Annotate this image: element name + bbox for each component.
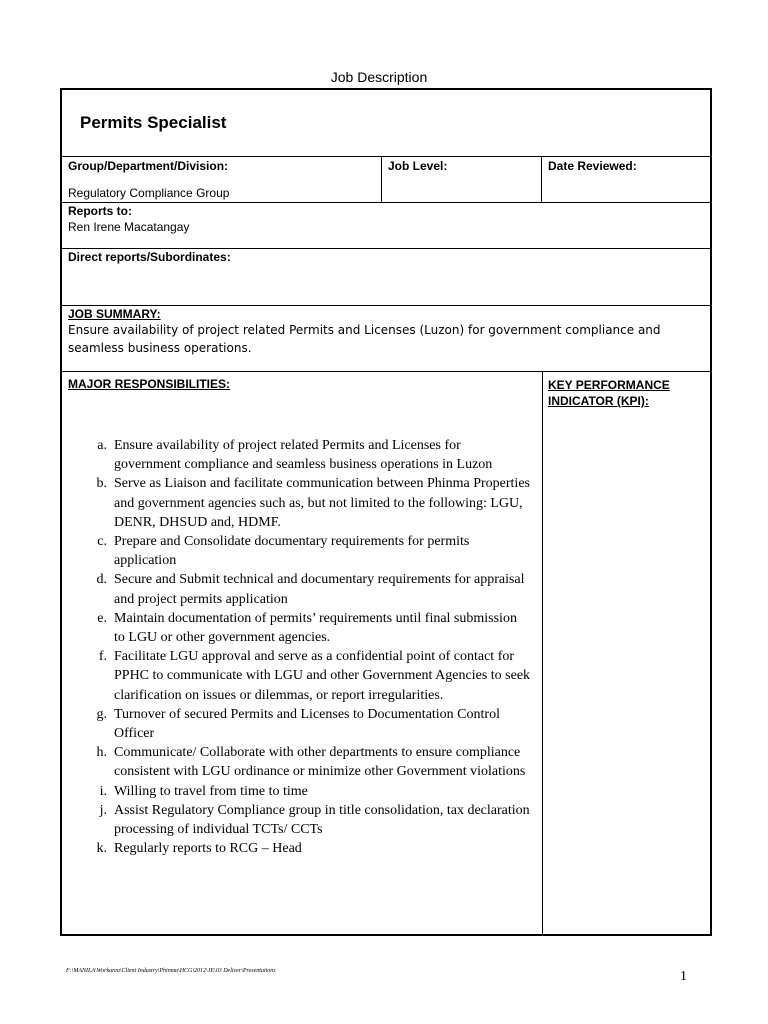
major-responsibilities-label: MAJOR RESPONSIBILITIES: bbox=[68, 377, 231, 391]
responsibility-item bbox=[87, 801, 531, 839]
responsibility-text: Willing to travel from time to time bbox=[114, 783, 308, 799]
reports-to-label: Reports to: bbox=[68, 204, 132, 218]
responsibility-item bbox=[87, 609, 531, 647]
job-level-label: Job Level: bbox=[388, 159, 448, 173]
footer-file-path: F:\MANILA\Workarea\Client Industry\Phinma\HCG\2012\JE\03 Deliver\Presentations bbox=[66, 968, 276, 974]
responsibility-text: Assist Regulatory Compliance group in title consolidation, tax declaration processing of individual TCTs/ CCTs bbox=[114, 802, 530, 838]
responsibility-text: Serve as Liaison and facilitate communication between Phinma Properties and government agencies such as, but not limited to the following: LGU, DENR, DHSUD and, HDMF. bbox=[114, 476, 530, 530]
direct-reports-cell bbox=[68, 250, 231, 264]
page-number: 1 bbox=[680, 969, 687, 984]
divider bbox=[542, 372, 543, 934]
reports-to-row bbox=[62, 203, 710, 249]
direct-reports-label: Direct reports/Subordinates: bbox=[68, 250, 231, 264]
list-marker: e. bbox=[97, 610, 107, 626]
list-marker: a. bbox=[97, 438, 107, 453]
list-marker: f. bbox=[98, 649, 107, 665]
reports-to-cell bbox=[68, 204, 189, 234]
document-heading: Job Description bbox=[330, 69, 428, 85]
divider bbox=[381, 157, 382, 202]
list-marker: j. bbox=[99, 802, 107, 818]
responsibilities-list bbox=[87, 436, 531, 858]
kpi-label: KEY PERFORMANCE INDICATOR (KPI): bbox=[548, 378, 670, 408]
responsibility-text: Communicate/ Collaborate with other departments to ensure compliance consistent with LGU ordinance or minimize other Government violations bbox=[114, 745, 526, 780]
responsibility-item bbox=[87, 782, 531, 801]
responsibility-item bbox=[87, 839, 531, 858]
responsibility-text: Turnover of secured Permits and Licenses to Documentation Control Officer bbox=[114, 706, 500, 742]
title-row bbox=[62, 90, 710, 157]
list-marker: h. bbox=[96, 745, 107, 761]
list-marker: b. bbox=[96, 476, 107, 492]
job-summary-text: Ensure availability of project related Permits and Licenses (Luzon) for government compliance and seamless business operations. bbox=[68, 323, 661, 355]
list-marker: c. bbox=[97, 534, 107, 550]
responsibility-text: Facilitate LGU approval and serve as a confidential point of contact for PPHC to communicate with LGU and other Government Agencies to seek clarification on issues or dilemmas, or report irregularities. bbox=[114, 649, 531, 703]
list-marker: g. bbox=[96, 706, 107, 722]
responsibility-text: Secure and Submit technical and documentary requirements for appraisal and project permits application bbox=[114, 572, 525, 607]
responsibility-item bbox=[87, 647, 531, 705]
job-summary-cell bbox=[68, 307, 698, 357]
reports-to-value: Ren Irene Macatangay bbox=[68, 220, 190, 234]
responsibilities-section bbox=[62, 372, 710, 934]
responsibility-item bbox=[87, 705, 531, 743]
job-summary-label: JOB SUMMARY: bbox=[68, 307, 161, 321]
list-marker: k. bbox=[96, 841, 107, 857]
responsibility-item bbox=[87, 436, 531, 474]
divider bbox=[541, 157, 542, 202]
date-reviewed-label: Date Reviewed: bbox=[548, 159, 637, 173]
job-level-cell bbox=[388, 159, 538, 173]
responsibility-item bbox=[87, 743, 531, 781]
direct-reports-row bbox=[62, 249, 710, 306]
position-title: Permits Specialist bbox=[80, 113, 227, 132]
list-marker: i. bbox=[99, 783, 107, 799]
job-description-table bbox=[60, 88, 712, 936]
responsibility-item bbox=[87, 532, 531, 570]
responsibility-item bbox=[87, 570, 531, 608]
job-summary-row bbox=[62, 306, 710, 372]
group-label: Group/Department/Division: bbox=[68, 159, 229, 173]
list-marker: d. bbox=[96, 572, 107, 588]
responsibility-item bbox=[87, 474, 531, 532]
responsibility-text: Prepare and Consolidate documentary requirements for permits application bbox=[114, 534, 470, 569]
info-row bbox=[62, 157, 710, 203]
responsibility-text: Ensure availability of project related Permits and Licenses for government compliance and seamless business operations in Luzon bbox=[114, 438, 493, 473]
group-cell bbox=[68, 159, 378, 200]
date-reviewed-cell bbox=[548, 159, 708, 173]
responsibility-text: Regularly reports to RCG – Head bbox=[114, 841, 302, 857]
group-value: Regulatory Compliance Group bbox=[68, 186, 230, 200]
responsibility-text: Maintain documentation of permits’ requirements until final submission to LGU or other government agencies. bbox=[114, 610, 517, 646]
